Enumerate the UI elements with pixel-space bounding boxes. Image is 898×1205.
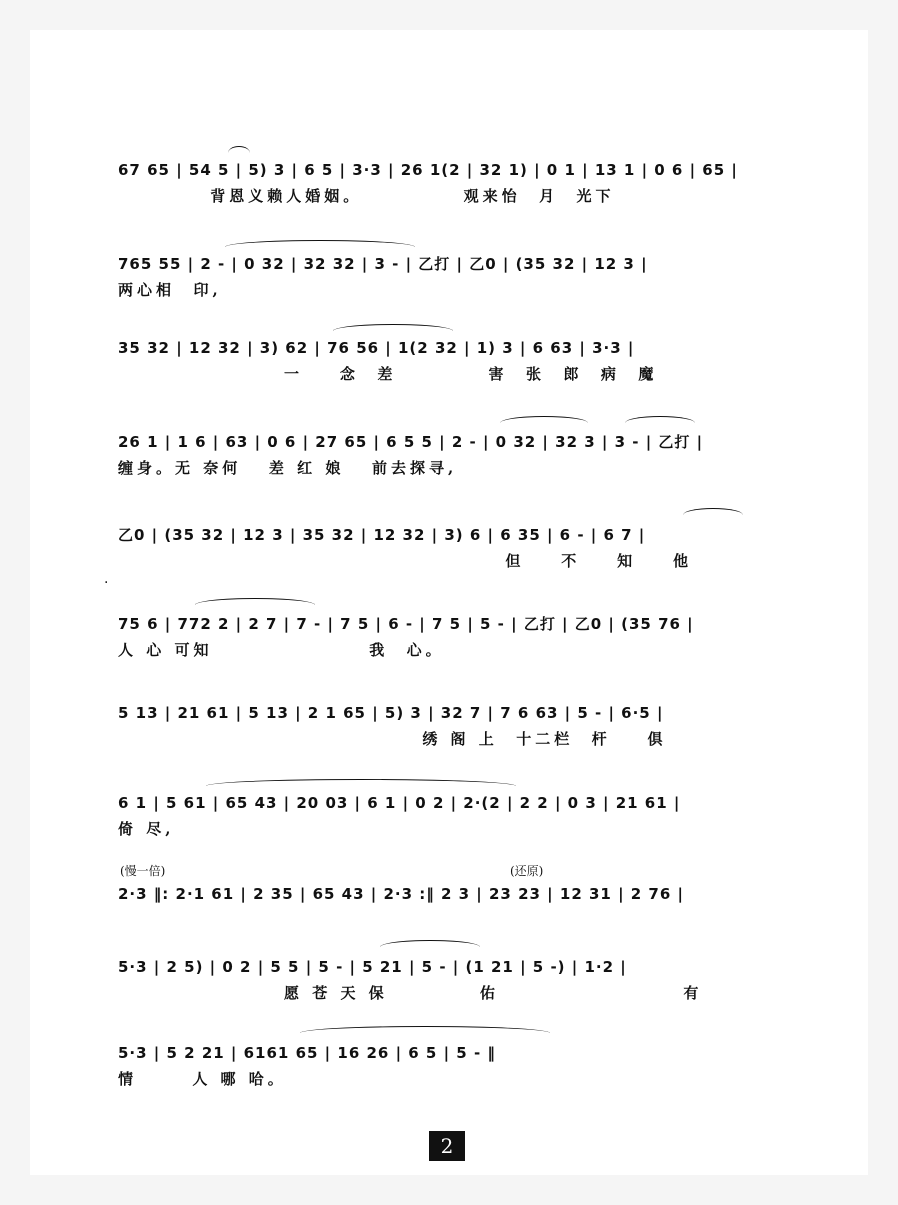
system-1	[0, 160, 898, 240]
lyrics-line: 愿 苍 天 保 佑 有	[118, 984, 703, 1002]
lyrics-line: 两心相 印,	[118, 281, 222, 299]
notation-line: 35 32 | 12 32 | 3) 62 | 76 56 | 1(2 32 | 1) 3 | 6 63 | 3·3 |	[118, 339, 635, 357]
slur-mark	[195, 598, 315, 605]
notation-line: 5·3 | 5 2 21 | 6161 65 | 16 26 | 6 5 | 5 - ‖	[118, 1044, 496, 1062]
tempo-mark: (慢一倍)	[120, 864, 166, 878]
system-4	[0, 432, 898, 512]
lyrics-line: 但 不 知 他	[118, 552, 692, 570]
system-3	[0, 338, 898, 418]
page-number: 2	[429, 1131, 465, 1161]
system-8	[0, 793, 898, 873]
notation-line: 5·3 | 2 5) | 0 2 | 5 5 | 5 - | 5 21 | 5 - | (1 21 | 5 -) | 1·2 |	[118, 958, 627, 976]
notation-line: 乙0 | (35 32 | 12 3 | 35 32 | 12 32 | 3) 6 | 6 35 | 6 - | 6 7 |	[118, 526, 646, 544]
lyrics-line: 人 心 可知 我 心。	[118, 641, 445, 659]
lyrics-line: 背恩义赖人婚姻。 观来怡 月 光下	[118, 187, 615, 205]
system-5	[0, 525, 898, 605]
notation-line: 67 65 | 54 5 | 5) 3 | 6 5 | 3·3 | 26 1(2 | 32 1) | 0 1 | 13 1 | 0 6 | 65 |	[118, 161, 738, 179]
system-10	[0, 957, 898, 1037]
notation-line: 765 55 | 2 - | 0 32 | 32 32 | 3 - | 乙打 | 乙0 | (35 32 | 12 3 |	[118, 255, 648, 273]
lyrics-line: 情 人 哪 哈。	[118, 1070, 287, 1088]
system-11	[0, 1043, 898, 1123]
lyrics-line: 倚 尽,	[118, 820, 175, 838]
lyrics-line: 缠身。无 奈何 差 红 娘 前去探寻,	[118, 459, 458, 477]
slur-mark	[683, 508, 743, 515]
lyrics-line: 绣 阁 上 十二栏 杆 俱	[118, 730, 667, 748]
system-2	[0, 254, 898, 334]
slur-mark	[206, 779, 516, 786]
slur-mark	[500, 416, 588, 423]
stray-dot: ·	[104, 575, 109, 591]
notation-line: 5 13 | 21 61 | 5 13 | 2 1 65 | 5) 3 | 32 7 | 7 6 63 | 5 - | 6·5 |	[118, 704, 664, 722]
slur-mark	[625, 416, 695, 423]
notation-line: 26 1 | 1 6 | 63 | 0 6 | 27 65 | 6 5 5 | 2 - | 0 32 | 32 3 | 3 - | 乙打 |	[118, 433, 704, 451]
notation-line: 75 6 | 772 2 | 2 7 | 7 - | 7 5 | 6 - | 7 5 | 5 - | 乙打 | 乙0 | (35 76 |	[118, 615, 694, 633]
system-9	[0, 864, 898, 964]
lyrics-line: 一 念 差 害 张 郎 病 魔	[118, 365, 658, 383]
system-6	[0, 614, 898, 694]
slur-mark	[300, 1026, 550, 1033]
tempo-mark: (还原)	[510, 864, 544, 878]
slur-mark	[333, 324, 453, 331]
notation-line: 6 1 | 5 61 | 65 43 | 20 03 | 6 1 | 0 2 | 2·(2 | 2 2 | 0 3 | 21 61 |	[118, 794, 681, 812]
notation-line: 2·3 ‖: 2·1 61 | 2 35 | 65 43 | 2·3 :‖ 2 3 | 23 23 | 12 31 | 2 76 |	[118, 885, 685, 903]
system-7	[0, 703, 898, 783]
slur-mark	[225, 240, 415, 247]
slur-mark	[228, 146, 250, 153]
slur-mark	[380, 940, 480, 947]
